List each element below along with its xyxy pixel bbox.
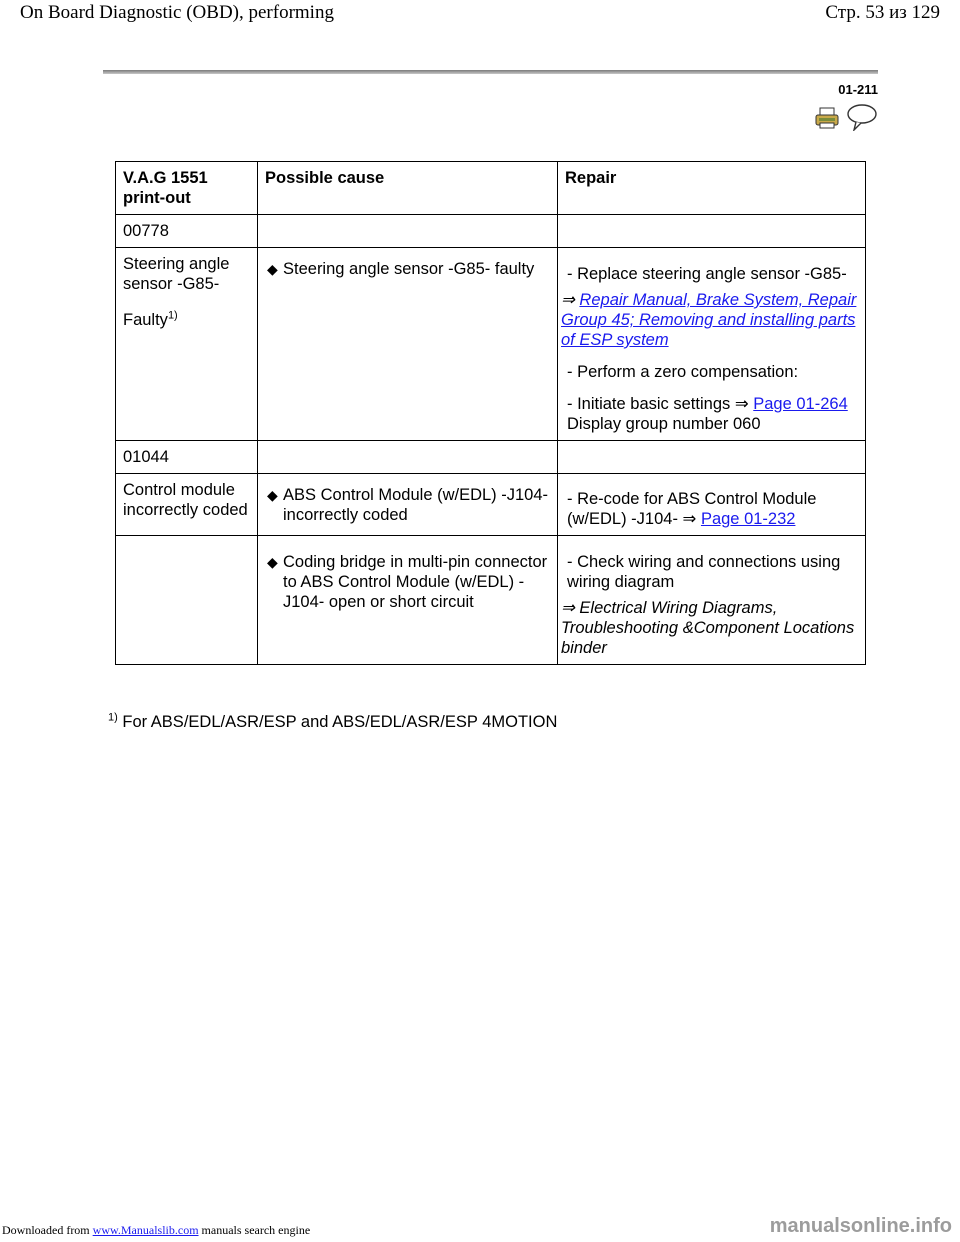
arrow-icon: ⇒	[561, 599, 575, 617]
repair-step: - Replace steering angle sensor -G85-	[567, 265, 847, 283]
footer-text: manuals search engine	[201, 1223, 311, 1237]
table-row-code-01044	[116, 441, 866, 474]
cause-text: Steering angle sensor -G85- faulty	[283, 260, 535, 278]
footnote	[108, 713, 557, 732]
fault-code: 01044	[116, 441, 258, 474]
footnote-text: For ABS/EDL/ASR/ESP and ABS/EDL/ASR/ESP 4MOTION	[122, 713, 558, 731]
arrow-icon: ⇒	[561, 291, 575, 309]
footnote-marker: 1)	[167, 309, 178, 322]
manualslib-link[interactable]: www.Manualslib.com	[92, 1223, 199, 1237]
printout-cell	[116, 248, 258, 441]
repair-cell	[558, 248, 866, 441]
table-row	[116, 474, 866, 536]
page-counter: Стр. 53 из 129	[825, 2, 940, 23]
cause-text: ABS Control Module (w/EDL) -J104- incorrectly coded	[283, 486, 549, 524]
cause-cell	[258, 536, 558, 665]
diamond-bullet-icon: ◆	[267, 487, 278, 503]
header-repair: Repair	[558, 162, 866, 215]
repair-cell	[558, 536, 866, 665]
table-row	[116, 536, 866, 665]
printout-text: Steering angle sensor -G85-	[123, 255, 230, 293]
fault-code: 00778	[116, 215, 258, 248]
page-link[interactable]: Page 01-232	[700, 510, 796, 528]
download-footer	[2, 1223, 310, 1238]
speech-bubble-icon[interactable]	[846, 103, 878, 131]
printout-status: Faulty	[123, 311, 168, 329]
browser-page-title: On Board Diagnostic (OBD), performing	[20, 2, 334, 23]
diamond-bullet-icon: ◆	[267, 261, 278, 277]
repair-step-suffix: Display group number 060	[567, 415, 761, 433]
table-row	[116, 248, 866, 441]
table-row-code-00778	[116, 215, 866, 248]
header-divider	[103, 70, 878, 74]
printer-icon[interactable]	[815, 107, 839, 129]
wiring-diagram-reference: Electrical Wiring Diagrams, Troubleshooting &Component Locations binder	[561, 599, 855, 657]
header-printout: V.A.G 1551 print-out	[116, 162, 258, 215]
table-header-row	[116, 162, 866, 215]
repair-step: - Check wiring and connections using wiring diagram	[567, 553, 841, 591]
cause-cell	[258, 248, 558, 441]
document-page-number: 01-211	[838, 82, 878, 97]
cause-text: Coding bridge in multi-pin connector to ABS Control Module (w/EDL) -J104- open or short circuit	[283, 553, 548, 611]
watermark-logo: manualsonline.info	[769, 1215, 952, 1237]
repair-step: - Initiate basic settings ⇒	[567, 395, 749, 413]
diamond-bullet-icon: ◆	[267, 554, 278, 570]
page-link[interactable]: Page 01-264	[753, 395, 848, 413]
diagnostic-table	[115, 161, 866, 665]
repair-cell	[558, 474, 866, 536]
cause-cell	[258, 474, 558, 536]
footnote-marker: 1)	[108, 711, 118, 724]
footer-text: Downloaded from	[2, 1223, 90, 1237]
repair-manual-link[interactable]: Repair Manual, Brake System, Repair Group 45; Removing and installing parts of ESP system	[561, 291, 857, 349]
repair-step: - Perform a zero compensation:	[567, 363, 799, 381]
header-possible-cause: Possible cause	[258, 162, 558, 215]
printout-cell: Control module incorrectly coded	[116, 474, 258, 536]
repair-step: - Re-code for ABS Control Module (w/EDL) -J104- ⇒	[567, 490, 817, 528]
